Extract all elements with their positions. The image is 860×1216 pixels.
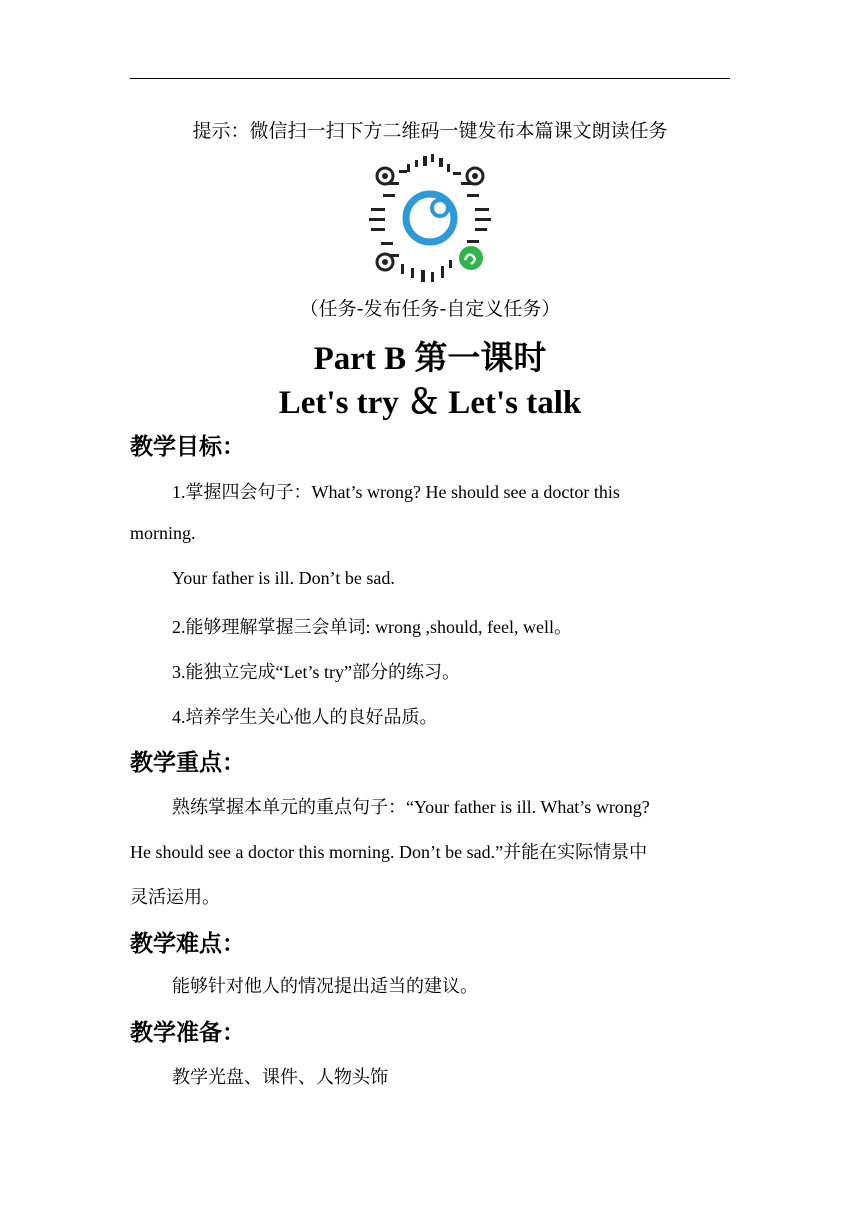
difficulties-line: 能够针对他人的情况提出适当的建议。	[172, 976, 478, 996]
goals-line: 1.掌握四会句子：What’s wrong? He should see a doctor this	[172, 482, 620, 502]
preparation-line: 教学光盘、课件、人物头饰	[172, 1067, 388, 1087]
mini-program-code-icon[interactable]	[363, 152, 497, 286]
goals-line: morning.	[130, 523, 196, 543]
difficulties-heading: 教学难点：	[130, 931, 245, 957]
key-points-line: He should see a doctor this morning. Don’t be sad.”并能在实际情景中	[130, 842, 648, 862]
goals-heading: 教学目标：	[130, 434, 245, 460]
lesson-title: Part B 第一课时	[313, 341, 547, 377]
key-points-heading: 教学重点：	[130, 750, 245, 776]
key-points-line: 熟练掌握本单元的重点句子：“Your father is ill. What’s wrong?	[172, 797, 650, 817]
goals-line: 2.能够理解掌握三会单词: wrong ,should, feel, well。	[172, 617, 572, 637]
qr-hint: 提示：微信扫一扫下方二维码一键发布本篇课文朗读任务	[192, 120, 668, 142]
preparation-heading: 教学准备：	[130, 1020, 245, 1046]
qr-caption: （任务-发布任务-自定义任务）	[299, 298, 561, 320]
lesson-subtitle: Let's try ＆ Let's talk	[278, 385, 582, 421]
goals-line: Your father is ill. Don’t be sad.	[172, 568, 395, 588]
goals-line: 4.培养学生关心他人的良好品质。	[172, 707, 438, 727]
goals-line: 3.能独立完成“Let’s try”部分的练习。	[172, 662, 460, 682]
key-points-line: 灵活运用。	[130, 887, 220, 907]
header-rule	[130, 78, 730, 79]
